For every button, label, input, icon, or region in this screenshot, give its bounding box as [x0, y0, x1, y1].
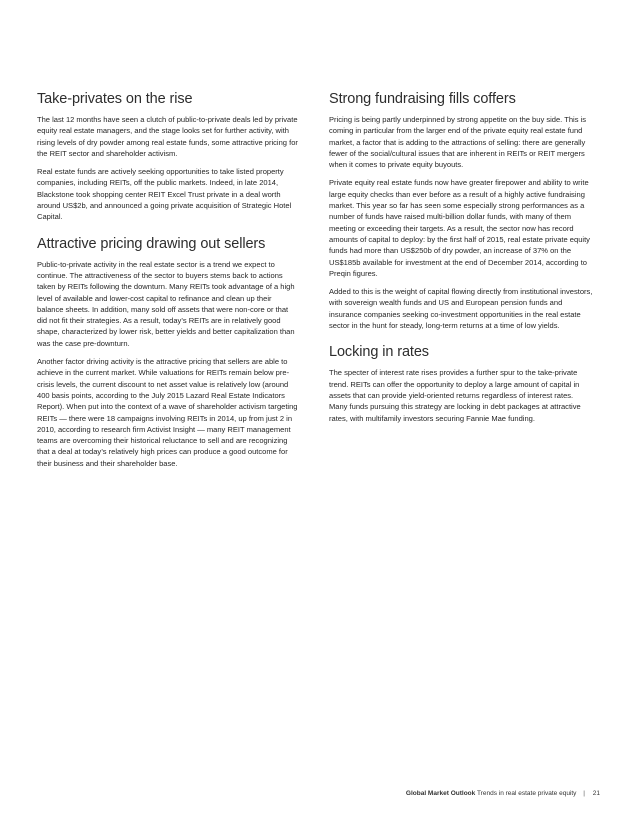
page-number: 21: [592, 790, 600, 797]
section-take-privates: [37, 90, 299, 223]
paragraph: Another factor driving activity is the attractive pricing that sellers are able to achieve in the current market. While valuations for REITs remain below pre-crisis levels, the current discount to net asset value is relatively low (around 400 basis points, according to the July 2015 Lazard Real Estate Indicators Report). When put into the context of a wave of shareholder activism targeting REITs — there were 18 campaigns involving REITs in 2014, up from just 2 in 2010, according to research firm Activist Insight — many REIT management teams are overcoming their historical reluctance to sell and are recognizing that a deal at today’s relatively high prices can produce a good outcome for their business and their shareholder base.: [37, 357, 298, 468]
right-column: [329, 90, 593, 436]
left-column: [37, 90, 299, 481]
section-locking-in-rates: [329, 343, 593, 423]
section-heading: Strong fundraising fills coffers: [329, 91, 516, 107]
footer-publication: Global Market Outlook: [405, 790, 476, 797]
paragraph: Real estate funds are actively seeking opportunities to take listed property companies, including REITs, off the public markets. Indeed, in late 2014, Blackstone took shopping center REIT Excel Trust private in a deal worth around US$2b, and announced a going private acquisition of Strategic Hotel Capital.: [37, 167, 292, 222]
paragraph: The specter of interest rate rises provides a further spur to the take-private trend. REITs can offer the opportunity to deploy a large amount of capital in assets that can provide yield-oriented returns regardless of interest rates. Many funds pursuing this strategy are locking in debt packages at attractive rates, with multifamily investors securing Fannie Mae funding.: [329, 368, 581, 423]
footer-separator: |: [583, 790, 585, 797]
paragraph: Added to this is the weight of capital flowing directly from institutional investors, with sovereign wealth funds and US and European pension funds and insurance companies seeking co-investment opportunities in the real estate sector in the hunt for steady, long-term returns at a time of low yields.: [329, 287, 593, 331]
paragraph: The last 12 months have seen a clutch of public-to-private deals led by private equity real estate managers, and the stage looks set for further activity, with rising levels of dry powder among real estate funds, some attractive pricing for the REIT sector and shareholder activism.: [37, 115, 298, 158]
section-heading: Take-privates on the rise: [37, 91, 193, 107]
footer-subtitle: Trends in real estate private equity: [476, 790, 577, 797]
paragraph: Public-to-private activity in the real estate sector is a trend we expect to continue. The attractiveness of the sector to buyers stems back to actions taken by REITs following the downturn. Many REITs took advantage of a high level of available and lower-cost capital to refinance and clean up their balance sheets. In addition, many sold off assets that were non-core or that did not fit their strategies. As a result, today’s REITs are in relatively good shape, characterized by lower risk, better yields and better capitalization than was the case pre-downturn.: [37, 259, 295, 348]
section-attractive-pricing: [37, 235, 299, 469]
section-strong-fundraising: [329, 90, 593, 331]
page-footer: [0, 789, 600, 799]
section-heading: Locking in rates: [329, 344, 429, 361]
paragraph: Private equity real estate funds now have greater firepower and ability to write large equity checks than ever before as a result of a highly active fundraising market. This year so far has seen some especially strong performances as a number of funds have raised multi-billion dollar funds, with many of them meeting or exceeding their targets. As a result, the sector now has record amounts of capital to deploy: by the first half of 2015, real estate private equity funds had more than US$250b of dry powder, an increase of 37% on the US$185b available for investment at the end of December 2014, according to Preqin figures.: [329, 178, 590, 278]
section-heading: Attractive pricing drawing out sellers: [37, 235, 266, 252]
paragraph: Pricing is being partly underpinned by strong appetite on the buy side. This is coming in particular from the larger end of the private equity real estate fund market, a factor that is adding to the attractions of selling: there are generally fewer of the social/cultural issues that are inherent in REITs or REIT mergers when it comes to private equity buyouts.: [329, 115, 587, 170]
